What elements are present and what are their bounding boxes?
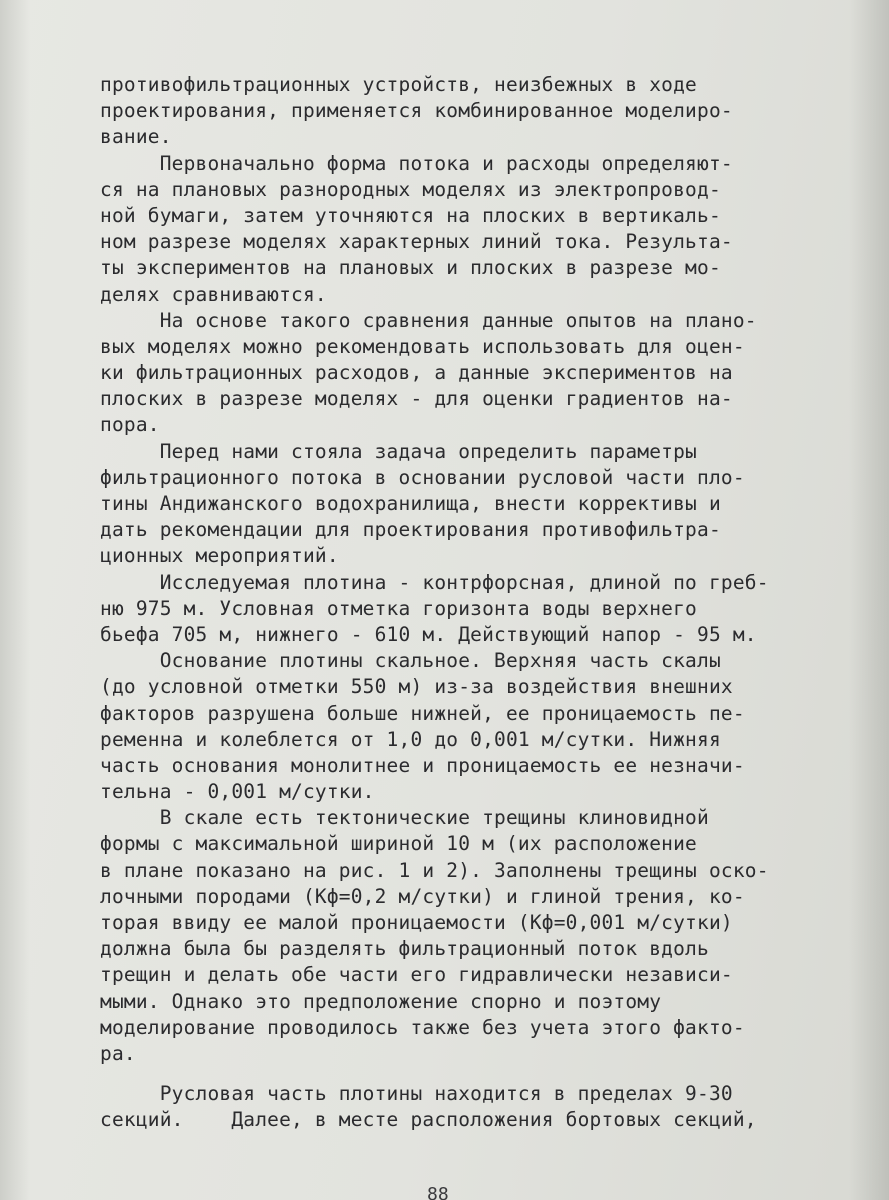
text-line: делях сравниваются. — [100, 282, 327, 306]
text-line: (до условной отметки 550 м) из-за воздействия внешних — [100, 675, 733, 699]
body-text — [100, 72, 860, 1134]
paragraph-gap — [100, 1067, 860, 1081]
text-line: факторов разрушена больше нижней, ее проницаемость пе- — [100, 701, 745, 725]
text-line: Исследуемая плотина - контрфорсная, длиной по греб- — [100, 570, 769, 594]
text-line: секций. Далее, в месте расположения бортовых секций, — [100, 1108, 757, 1132]
text-line: должна была бы разделять фильтрационный поток вдоль — [100, 937, 709, 961]
text-line: На основе такого сравнения данные опытов на плано- — [100, 308, 757, 332]
text-line: В скале есть тектонические трещины клиновидной — [100, 806, 709, 830]
text-line: ра. — [100, 1041, 136, 1065]
text-line: проектирования, применяется комбинированное моделиро- — [100, 99, 733, 123]
text-line: Основание плотины скальное. Верхняя часть скалы — [100, 649, 721, 673]
text-line: мыми. Однако это предположение спорно и поэтому — [100, 989, 662, 1013]
text-line: ты экспериментов на плановых и плоских в разрезе мо- — [100, 256, 721, 280]
text-line: лочными породами (Кф=0,2 м/сутки) и глиной трения, ко- — [100, 884, 745, 908]
text-line: тельна - 0,001 м/сутки. — [100, 780, 375, 804]
text-line: Русловая часть плотины находится в пределах 9-30 — [100, 1082, 733, 1106]
text-line: Первоначально форма потока и расходы определяют- — [100, 151, 733, 175]
text-line: трещин и делать обе части его гидравлически независи- — [100, 963, 733, 987]
text-line: ременна и колеблется от 1,0 до 0,001 м/сутки. Нижняя — [100, 727, 721, 751]
text-line: ной бумаги, затем уточняются на плоских в вертикаль- — [100, 203, 721, 227]
text-line: часть основания монолитнее и проницаемость ее незначи- — [100, 753, 745, 777]
text-line: формы с максимальной шириной 10 м (их расположение — [100, 832, 697, 856]
text-line: ционных мероприятий. — [100, 544, 339, 568]
text-line: вание. — [100, 125, 172, 149]
text-line: пора. — [100, 413, 160, 437]
text-line: бьефа 705 м, нижнего - 610 м. Действующий напор - 95 м. — [100, 622, 757, 646]
text-line: тины Андижанского водохранилища, внести коррективы и — [100, 492, 721, 515]
text-line: дать рекомендации для проектирования противофильтра- — [100, 518, 721, 542]
page-number: 88 — [427, 1184, 449, 1200]
text-line: ся на плановых разнородных моделях из электропровод- — [100, 177, 721, 201]
text-line: противофильтрационных устройств, неизбежных в ходе — [100, 73, 697, 96]
text-line: торая ввиду ее малой проницаемости (Кф=0,001 м/сутки) — [100, 911, 733, 934]
text-line: вых моделях можно рекомендовать использовать для оцен- — [100, 334, 745, 358]
text-line: моделирование проводилось также без учета этого факто- — [100, 1015, 745, 1039]
text-line: ки фильтрационных расходов, а данные экспериментов на — [100, 361, 733, 385]
text-line: ном разрезе моделях характерных линий тока. Результа- — [100, 230, 733, 254]
text-line: фильтрационного потока в основании русловой части пло- — [100, 465, 745, 489]
text-line: Перед нами стояла задача определить параметры — [100, 439, 697, 463]
text-line: плоских в разрезе моделях - для оценки градиентов на- — [100, 387, 733, 411]
text-line: ню 975 м. Условная отметка горизонта воды верхнего — [100, 596, 697, 620]
text-line: в плане показано на рис. 1 и 2). Заполнены трещины оско- — [100, 858, 769, 882]
